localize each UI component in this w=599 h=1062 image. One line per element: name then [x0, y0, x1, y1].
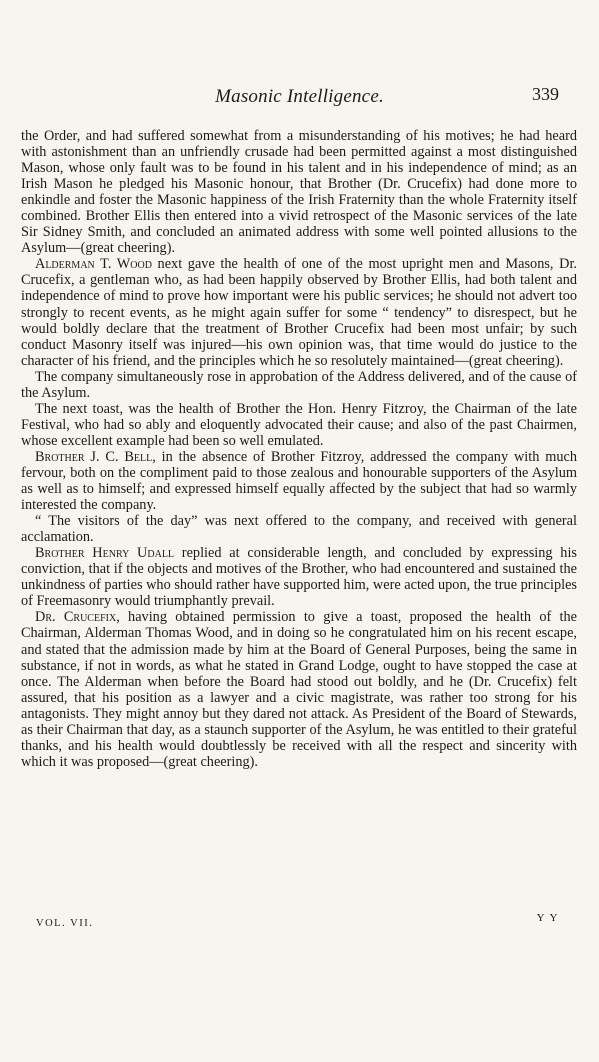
- speaker-name: Alderman T. Wood: [35, 256, 152, 273]
- paragraph-5: Brother J. C. Bell, in the absence of Brother Fitzroy, addressed the company with much fervour, both on the compliment paid to those zealous and honourable supporters of the Asylum as well as to himself; and expressed himself equally affected by the subject that had so warmly interested the company.: [21, 448, 577, 514]
- running-title: Masonic Intelligence.: [215, 86, 384, 107]
- page-number: 339: [532, 84, 559, 104]
- speaker-name: Dr. Crucefix: [35, 609, 117, 626]
- volume-label: VOL. VII.: [36, 918, 94, 929]
- paragraph-4: The next toast, was the health of Brother the Hon. Henry Fitzroy, the Chairman of the late Festival, who had so ably and eloquently advocated their cause; and also of the past Chairmen, whose excellent example had been so well emulated.: [21, 400, 577, 449]
- speaker-name: Brother Henry Udall: [35, 545, 175, 562]
- page-header: [0, 86, 599, 112]
- paragraph-8: Dr. Crucefix, having obtained permission to give a toast, proposed the health of the Chairman, Alderman Thomas Wood, and in doing so he congratulated him on his recent escape, and stated that the admission made by him at the Board of General Purposes, being the same in substance, if not in words, as what he stated in Grand Lodge, ought to have stopped the case at once. The Alderman when before the Board had stood out boldly, and he (Dr. Crucefix) felt assured, that his position as a lawyer and a civic magistrate, was rather too strong for his antagonists. They might annoy but they dared not attack. As President of the Board of Stewards, as their Chairman that day, as a staunch supporter of the Asylum, he was entitled to their grateful thanks, and his health would doubtlessly be received with all the respect and sincerity with which it was proposed—(great cheering).: [21, 609, 577, 770]
- body-text: [21, 128, 577, 770]
- speaker-name: Brother J. C. Bell: [35, 448, 153, 465]
- paragraph-7: Brother Henry Udall replied at considerable length, and concluded by expressing his conviction, that if the objects and motives of the Brother, who had encountered and sustained the unkindness of parties who should rather have supported him, were acted upon, the true principles of Freemasonry would triumphantly prevail.: [21, 545, 577, 610]
- paragraph-1: the Order, and had suffered somewhat from a misunderstanding of his motives; he had heard with astonishment than an unfriendly crusade had been permitted against a most distinguished Mason, whose only fault was to be found in his talent and in his independence of mind; as an Irish Mason he pledged his Masonic honour, that Brother (Dr. Crucefix) had done more to enkindle and foster the Masonic happiness of the Irish Fraternity than the whole Fraternity itself combined. Brother Ellis then entered into a vivid retrospect of the Masonic services of the late Sir Sidney Smith, and concluded an animated address with some well pointed allusions to the Asylum—(great cheering).: [21, 128, 577, 257]
- paragraph-3: The company simultaneously rose in approbation of the Address delivered, and of the cause of the Asylum.: [21, 368, 577, 401]
- page-footer: [36, 912, 559, 936]
- signature-mark: Y Y: [536, 912, 559, 924]
- paragraph-6: “ The visitors of the day” was next offered to the company, and received with general acclamation.: [21, 513, 577, 546]
- paragraph-2: Alderman T. Wood next gave the health of one of the most upright men and Masons, Dr. Crucefix, a gentleman who, as had been happily observed by Brother Ellis, had both talent and independence of mind to prove how important were his public services; he should not advert too strongly to recent events, as he might again suffer for some “ tendency” to disrespect, but he would boldly declare that the treatment of Brother Crucefix had been most unfair; by such conduct Masonry itself was injured—his own opinion was, that time would do justice to the character of his friend, and the principles which he so resolutely maintained—(great cheering).: [21, 256, 577, 369]
